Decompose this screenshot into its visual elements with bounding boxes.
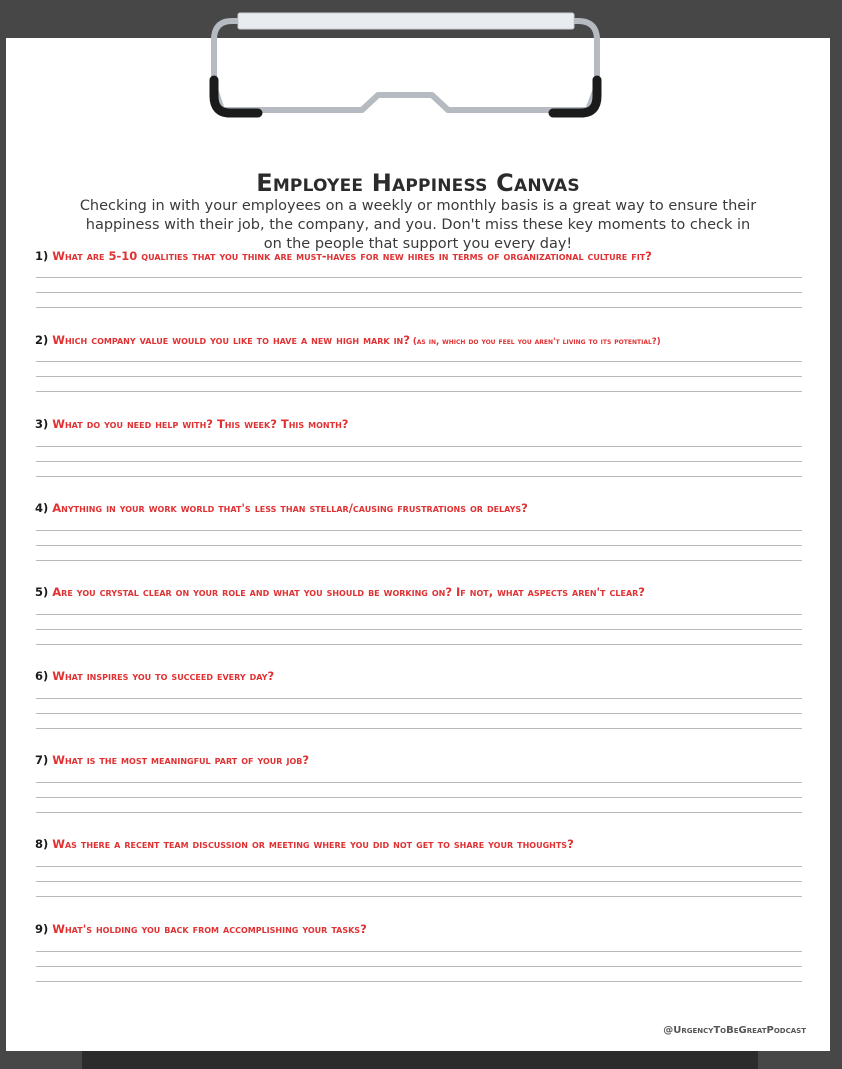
answer-line[interactable] bbox=[36, 644, 802, 645]
clipboard-board-bottom bbox=[82, 1051, 758, 1069]
question-number: 1) bbox=[35, 249, 49, 263]
question-text: What is the most meaningful part of your job? bbox=[52, 753, 310, 767]
question-2 bbox=[35, 333, 825, 347]
question-5 bbox=[35, 585, 825, 599]
answer-line[interactable] bbox=[36, 614, 802, 615]
question-text: What do you need help with? This week? This month? bbox=[52, 417, 349, 431]
answer-line[interactable] bbox=[36, 728, 802, 729]
answer-line[interactable] bbox=[36, 376, 802, 377]
question-number: 2) bbox=[35, 333, 49, 347]
question-text: What inspires you to succeed every day? bbox=[52, 669, 275, 683]
answer-line[interactable] bbox=[36, 881, 802, 882]
question-6 bbox=[35, 669, 825, 683]
question-8 bbox=[35, 837, 825, 851]
answer-line[interactable] bbox=[36, 812, 802, 813]
answer-line[interactable] bbox=[36, 292, 802, 293]
question-text: Are you crystal clear on your role and what you should be working on? If not, what aspects aren't clear? bbox=[52, 585, 645, 599]
answer-line[interactable] bbox=[36, 560, 802, 561]
answer-line[interactable] bbox=[36, 713, 802, 714]
question-3 bbox=[35, 417, 825, 431]
answer-line[interactable] bbox=[36, 307, 802, 308]
question-number: 9) bbox=[35, 922, 49, 936]
answer-line[interactable] bbox=[36, 545, 802, 546]
answer-line[interactable] bbox=[36, 866, 802, 867]
answer-line[interactable] bbox=[36, 629, 802, 630]
question-number: 6) bbox=[35, 669, 49, 683]
answer-line[interactable] bbox=[36, 361, 802, 362]
answer-line[interactable] bbox=[36, 530, 802, 531]
question-9 bbox=[35, 922, 825, 936]
answer-line[interactable] bbox=[36, 951, 802, 952]
question-number: 4) bbox=[35, 501, 49, 515]
page-title: Employee Happiness Canvas bbox=[256, 169, 580, 197]
question-note: (as in, which do you feel you aren't living to its potential?) bbox=[409, 337, 661, 347]
answer-line[interactable] bbox=[36, 446, 802, 447]
question-4 bbox=[35, 501, 825, 515]
answer-line[interactable] bbox=[36, 797, 802, 798]
question-text: Anything in your work world that's less than stellar/causing frustrations or delays? bbox=[52, 501, 528, 515]
podcast-handle: @UrgencyToBeGreatPodcast bbox=[663, 1025, 806, 1036]
answer-line[interactable] bbox=[36, 896, 802, 897]
question-text: What are 5-10 qualities that you think are must-haves for new hires in terms of organizational culture fit? bbox=[52, 249, 652, 263]
answer-line[interactable] bbox=[36, 461, 802, 462]
intro-paragraph: Checking in with your employees on a weekly or monthly basis is a great way to ensure their happiness with their job, the company, and you. Don't miss these key moments to check in on the people that support you every day! bbox=[79, 198, 757, 252]
question-number: 8) bbox=[35, 837, 49, 851]
answer-line[interactable] bbox=[36, 277, 802, 278]
answer-line[interactable] bbox=[36, 782, 802, 783]
answer-line[interactable] bbox=[36, 476, 802, 477]
question-text: Was there a recent team discussion or meeting where you did not get to share your thoughts? bbox=[52, 837, 574, 851]
answer-line[interactable] bbox=[36, 966, 802, 967]
worksheet-page bbox=[6, 38, 830, 1051]
question-7 bbox=[35, 753, 825, 767]
question-number: 3) bbox=[35, 417, 49, 431]
question-text: Which company value would you like to have a new high mark in? bbox=[52, 333, 410, 347]
question-text: What's holding you back from accomplishing your tasks? bbox=[52, 922, 367, 936]
answer-line[interactable] bbox=[36, 391, 802, 392]
question-1 bbox=[35, 249, 825, 263]
answer-line[interactable] bbox=[36, 698, 802, 699]
question-number: 7) bbox=[35, 753, 49, 767]
question-number: 5) bbox=[35, 585, 49, 599]
answer-line[interactable] bbox=[36, 981, 802, 982]
